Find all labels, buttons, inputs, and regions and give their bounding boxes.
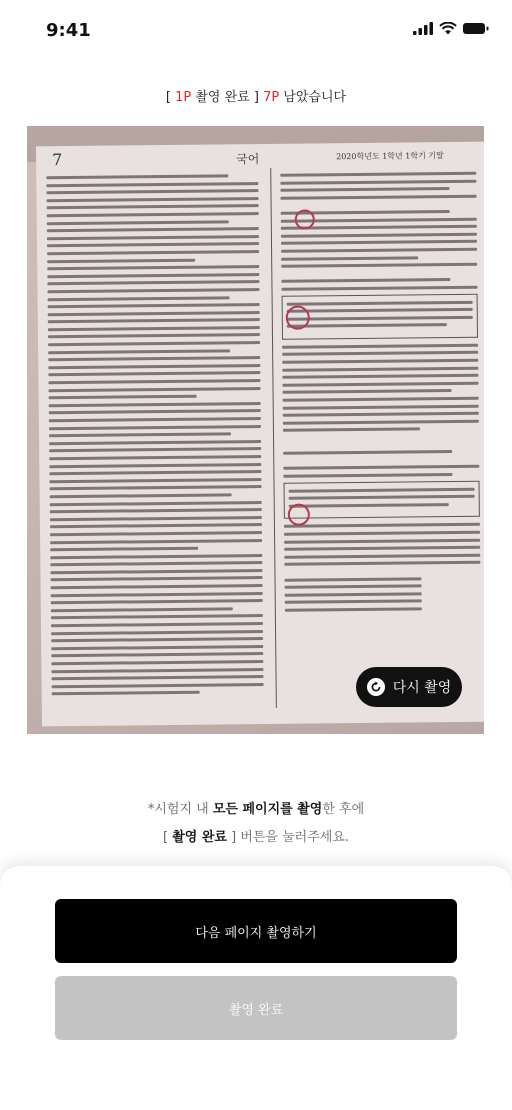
refresh-icon (367, 678, 385, 696)
instruction-line-2 (0, 826, 512, 845)
instruction-bracket-open: [ (162, 830, 173, 845)
remaining-pages-count: 7P (263, 90, 280, 105)
progress-bracket-open: [ (165, 90, 176, 105)
exam-sheet (36, 142, 484, 727)
capture-progress (0, 86, 512, 105)
exam-subject: 국어 (236, 152, 260, 167)
instruction-prefix: *시험지 내 (147, 802, 213, 817)
capture-complete-button[interactable]: 촬영 완료 (55, 976, 457, 1040)
red-circle-mark (286, 306, 310, 330)
instruction-emphasis: 모든 페이지를 촬영 (212, 802, 323, 817)
exam-page-number: 7 (52, 150, 63, 170)
wifi-icon (439, 22, 457, 35)
instruction-line-1 (0, 798, 512, 817)
exam-right-column (280, 172, 482, 704)
status-time: 9:41 (46, 20, 91, 41)
red-circle-mark (295, 209, 315, 229)
instruction-complete-emphasis: 촬영 완료 (172, 830, 227, 845)
bottom-action-sheet (0, 866, 512, 1110)
instruction-line2-suffix: ] 버튼을 눌러주세요. (226, 830, 350, 845)
done-pages-count: 1P (175, 90, 192, 105)
status-icons (413, 22, 490, 35)
red-circle-mark (288, 504, 310, 526)
remaining-label: 남았습니다 (279, 90, 347, 105)
exam-left-column (46, 174, 264, 706)
status-bar (0, 0, 512, 60)
captured-page-photo[interactable] (27, 126, 484, 734)
retake-button[interactable] (356, 667, 462, 707)
next-page-capture-button[interactable]: 다음 페이지 촬영하기 (55, 899, 457, 963)
retake-button-label: 다시 촬영 (392, 680, 452, 696)
battery-icon (463, 22, 490, 35)
column-divider (270, 168, 277, 708)
exam-year-line: 2020학년도 1학년 1학기 기말 (336, 151, 444, 162)
instruction-suffix: 한 후에 (322, 802, 365, 817)
exam-sheet-header (36, 146, 484, 171)
done-label: 촬영 완료 ] (191, 90, 264, 105)
signal-icon (413, 22, 433, 35)
